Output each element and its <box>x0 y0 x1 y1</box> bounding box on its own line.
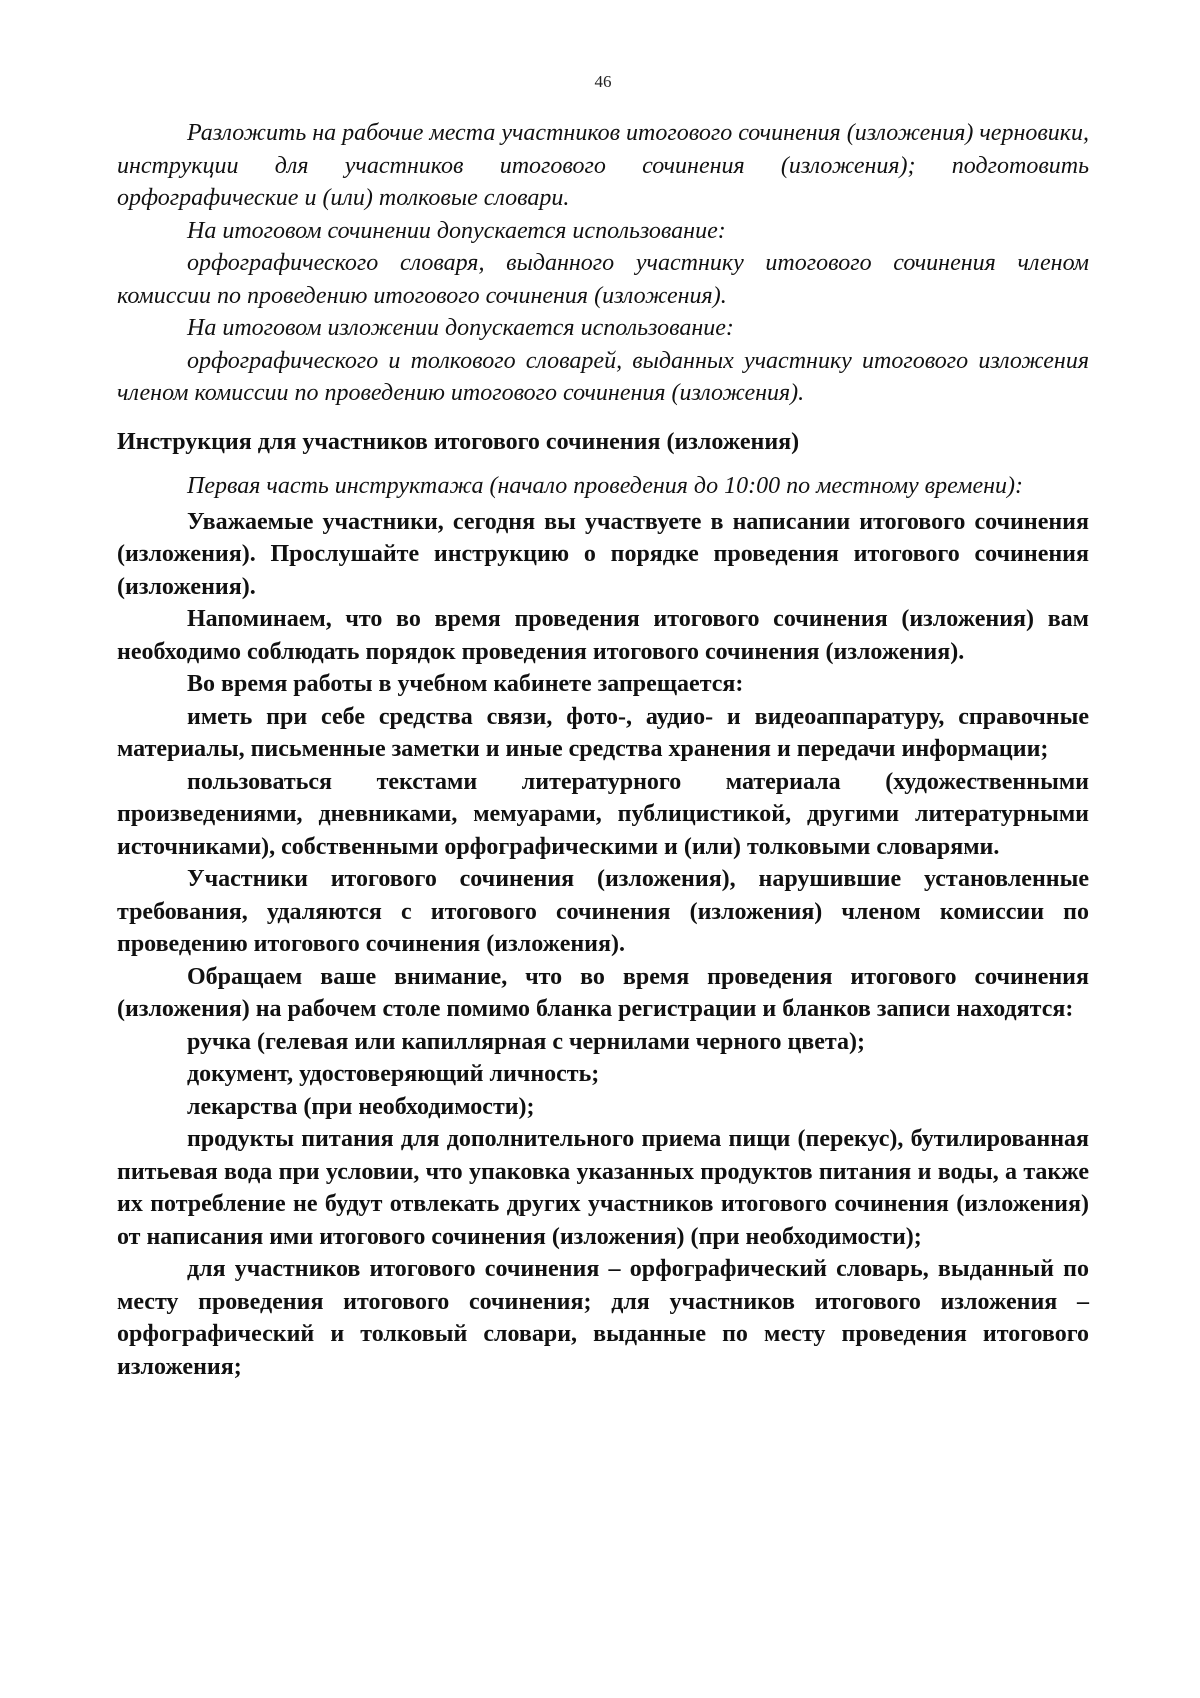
italic-paragraph: Разложить на рабочие места участников итогового сочинения (изложения) черновики, инструкции для участников итогового сочинения (изложения); подготовить орфографические и (или) толковые словари. <box>117 120 1089 211</box>
italic-paragraph: На итоговом сочинении допускается использование: <box>187 217 726 244</box>
bold-paragraph: Уважаемые участники, сегодня вы участвуете в написании итогового сочинения (изложения). Прослушайте инструкцию о порядке проведения итогового сочинения (изложения). <box>117 508 1089 600</box>
bold-paragraph: пользоваться текстами литературного материала (художественными произведениями, дневниками, мемуарами, публицистикой, другими литературными источниками), собственными орфографическими и (или) толковыми словарями. <box>117 768 1089 860</box>
italic-paragraph: орфографического словаря, выданного участнику итогового сочинения членом комиссии по проведению итогового сочинения (изложения). <box>117 250 1089 309</box>
bold-paragraph: Во время работы в учебном кабинете запрещается: <box>187 671 744 697</box>
instruction-note: Первая часть инструктажа (начало проведения до 10:00 по местному времени): <box>187 473 1023 499</box>
section-heading: Инструкция для участников итогового сочинения (изложения) <box>117 428 800 455</box>
bold-paragraph: Напоминаем, что во время проведения итогового сочинения (изложения) вам необходимо соблюдать порядок проведения итогового сочинения (изложения). <box>117 606 1089 665</box>
bold-paragraph: лекарства (при необходимости); <box>187 1093 535 1120</box>
page-body <box>117 117 1089 1383</box>
bold-paragraph: для участников итогового сочинения – орфографический словарь, выданный по месту проведения итогового сочинения; для участников итогового изложения – орфографический и толковый словари, выданные по месту проведения итогового изложения; <box>117 1256 1089 1380</box>
bold-paragraph: Участники итогового сочинения (изложения), нарушившие установленные требования, удаляются с итогового сочинения (изложения) членом комиссии по проведению итогового сочинения (изложения). <box>117 866 1089 957</box>
italic-paragraph: орфографического и толкового словарей, выданных участнику итогового изложения членом комиссии по проведению итогового сочинения (изложения). <box>117 347 1089 406</box>
bold-paragraph: документ, удостоверяющий личность; <box>187 1061 600 1087</box>
bold-paragraph: иметь при себе средства связи, фото-, аудио- и видеоаппаратуру, справочные материалы, письменные заметки и иные средства хранения и передачи информации; <box>117 703 1089 762</box>
bold-paragraph: продукты питания для дополнительного приема пищи (перекус), бутилированная питьевая вода при условии, что упаковка указанных продуктов питания и воды, а также их потребление не будут отвлекать других участников итогового сочинения (изложения) от написания ими итогового сочинения (изложения) (при необходимости); <box>117 1126 1089 1250</box>
italic-paragraph: На итоговом изложении допускается использование: <box>187 315 734 341</box>
page-number: 46 <box>594 72 612 91</box>
bold-paragraph: ручка (гелевая или капиллярная с чернилами черного цвета); <box>187 1028 865 1055</box>
bold-paragraph: Обращаем ваше внимание, что во время проведения итогового сочинения (изложения) на рабочем столе помимо бланка регистрации и бланков записи находятся: <box>117 963 1089 1022</box>
